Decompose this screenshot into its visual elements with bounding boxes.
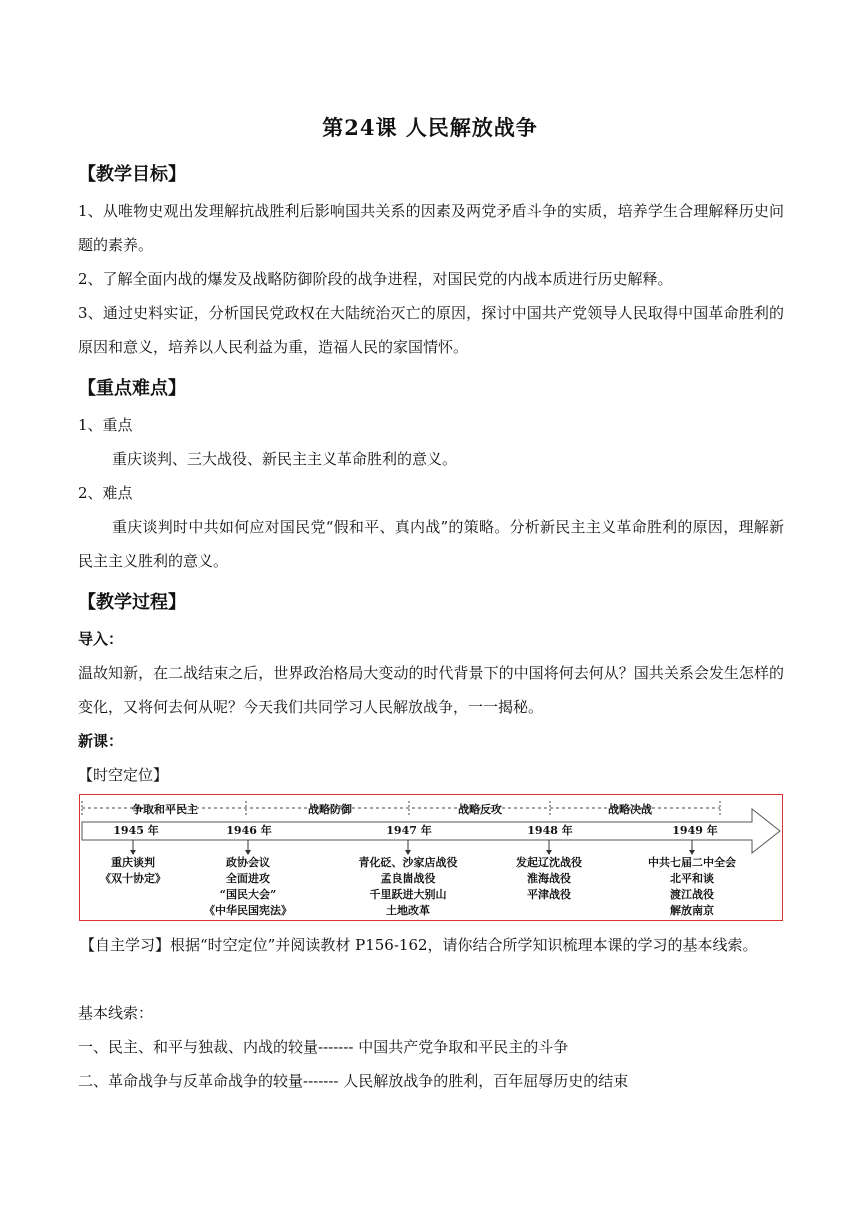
year-1945: 1945 年 — [113, 824, 159, 837]
event-item: 平津战役 — [527, 888, 571, 901]
events-1947 — [338, 855, 478, 919]
event-item: 《双十协定》 — [100, 872, 166, 885]
period-4: 战略决战 — [608, 803, 652, 816]
year-1947: 1947 年 — [386, 824, 432, 837]
period-2: 战略防御 — [308, 803, 352, 816]
event-item: 中共七届二中全会 — [648, 856, 736, 869]
difficult-label: 2、难点 — [78, 484, 133, 502]
intro-text: 温故知新，在二战结束之后，世界政治格局大变动的时代背景下的中国将何去何从？国共关系会发生怎样的变化，又将何去何从呢？今天我们共同学习人民解放战争，一一揭秘。 — [78, 664, 784, 716]
intro-label: 导入： — [78, 630, 124, 648]
key-label: 1、重点 — [78, 416, 133, 434]
event-item: 政协会议 — [226, 856, 270, 869]
key-text: 重庆谈判、三大战役、新民主主义革命胜利的意义。 — [112, 450, 458, 468]
event-item: 千里跃进大别山 — [369, 888, 447, 901]
clue-1: 一、民主、和平与独裁、内战的较量------- 中国共产党争取和平民主的斗争 — [78, 1038, 569, 1056]
event-item: 淮海战役 — [527, 872, 571, 885]
self-study-text: 【自主学习】根据“时空定位”并阅读教材 P156-162，请你结合所学知识梳理本课的学习的基本线索。 — [80, 936, 758, 954]
new-lesson-label: 新课： — [78, 732, 124, 750]
event-item: “国民大会” — [219, 888, 277, 901]
period-3: 战略反攻 — [458, 803, 502, 816]
objective-3: 3、通过史料实证，分析国民党政权在大陆统治灭亡的原因，探讨中国共产党领导人民取得中国革命胜利的原因和意义，培养以人民利益为重，造福人民的家国情怀。 — [78, 304, 784, 356]
year-1948: 1948 年 — [527, 824, 573, 837]
event-item: 解放南京 — [670, 904, 714, 917]
event-item: 土地改革 — [386, 904, 430, 917]
event-item: 《中华民国宪法》 — [204, 904, 292, 917]
timeline-label: 【时空定位】 — [78, 766, 169, 784]
event-item: 孟良崮战役 — [380, 872, 436, 885]
objectives-heading: 【教学目标】 — [78, 164, 186, 185]
event-item: 重庆谈判 — [111, 856, 155, 869]
difficult-text: 重庆谈判时中共如何应对国民党“假和平、真内战”的策略。分析新民主主义革命胜利的原因，理解新民主主义胜利的意义。 — [78, 518, 784, 570]
event-item: 北平和谈 — [670, 872, 714, 885]
events-1948 — [494, 855, 604, 903]
clue-2: 二、革命战争与反革命战争的较量------- 人民解放战争的胜利，百年屈辱历史的结束 — [78, 1072, 629, 1090]
event-item: 渡江战役 — [670, 888, 714, 901]
process-heading: 【教学过程】 — [78, 592, 186, 613]
events-1949 — [632, 855, 752, 919]
year-1946: 1946 年 — [226, 824, 272, 837]
events-1946 — [188, 855, 308, 919]
events-1945 — [83, 855, 183, 887]
timeline-figure — [79, 794, 783, 921]
keypoints-heading: 【重点难点】 — [78, 378, 186, 399]
basic-clues-label: 基本线索： — [78, 1004, 154, 1022]
period-1: 争取和平民主 — [132, 803, 198, 816]
year-1949: 1949 年 — [672, 824, 718, 837]
event-item: 青化砭、沙家店战役 — [358, 856, 458, 869]
objective-2: 2、了解全面内战的爆发及战略防御阶段的战争进程，对国民党的内战本质进行历史解释。 — [78, 270, 673, 288]
event-item: 全面进攻 — [226, 872, 270, 885]
lesson-title: 第24课 人民解放战争 — [322, 115, 538, 140]
objective-1: 1、从唯物史观出发理解抗战胜利后影响国共关系的因素及两党矛盾斗争的实质，培养学生合理解释历史问题的素养。 — [78, 202, 784, 254]
event-item: 发起辽沈战役 — [516, 856, 582, 869]
